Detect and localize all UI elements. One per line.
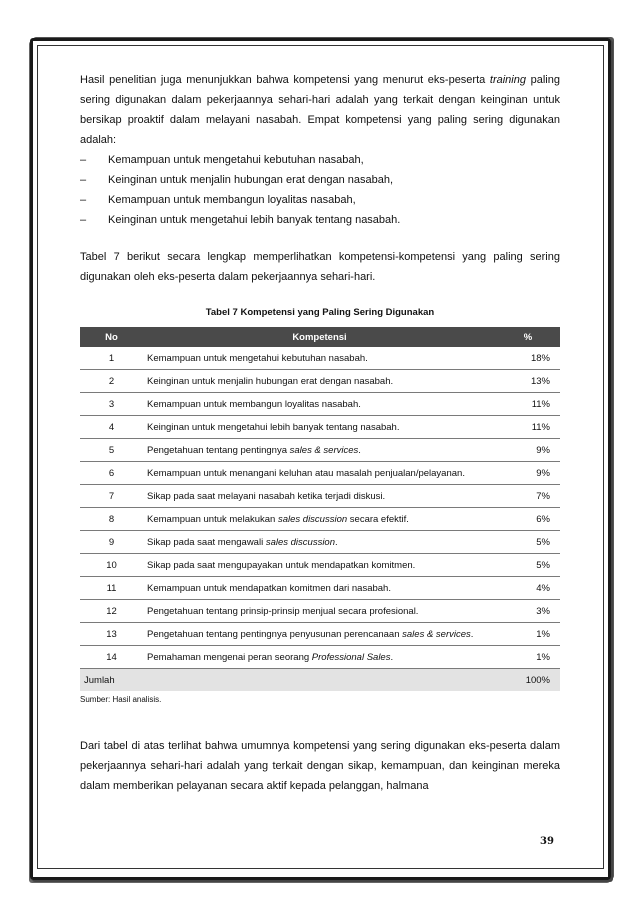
competency-text-italic: sales & services [289, 444, 359, 456]
competency-text-italic: Professional Sales [311, 651, 391, 663]
table-row [80, 577, 560, 600]
row-competency [143, 577, 496, 600]
bullet-item [80, 210, 560, 230]
competency-text-end: . [335, 536, 338, 548]
row-number: 1 [80, 347, 143, 370]
page-content [80, 70, 560, 796]
row-percent: 4% [496, 577, 560, 600]
table-row [80, 508, 560, 531]
row-competency [143, 531, 496, 554]
row-percent: 5% [496, 531, 560, 554]
row-competency [143, 416, 496, 439]
bullet-marker: – [80, 214, 87, 226]
competency-text: Pengetahuan tentang pentingnya [147, 444, 290, 456]
row-number: 10 [80, 554, 143, 577]
row-competency [143, 600, 496, 623]
table-row [80, 485, 560, 508]
competency-text: Pengetahuan tentang pentingnya penyusunan perencanaan [147, 628, 403, 640]
row-competency [143, 646, 496, 669]
intro-text-italic: training [489, 74, 526, 86]
bullet-marker: – [80, 174, 87, 186]
competency-text: Keinginan untuk menjalin hubungan erat dengan nasabah. [147, 375, 394, 387]
row-number: 8 [80, 508, 143, 531]
bullet-marker: – [80, 154, 87, 166]
row-competency [143, 347, 496, 370]
table-row [80, 600, 560, 623]
bullet-text: Kemampuan untuk mengetahui kebutuhan nasabah, [108, 154, 364, 166]
row-competency [143, 393, 496, 416]
intro-text-2: paling sering digunakan dalam pekerjaannya sehari-hari adalah yang terkait dengan keinginan untuk bersikap proaktif dalam melayani nasabah. Empat kompetensi yang paling sering digunakan adalah: [80, 74, 560, 146]
table-row [80, 416, 560, 439]
row-percent: 18% [496, 347, 560, 370]
table-row [80, 393, 560, 416]
competency-text-end: secara efektif. [347, 513, 409, 525]
page-number: 39 [540, 836, 554, 847]
row-percent: 1% [496, 623, 560, 646]
row-percent: 9% [496, 439, 560, 462]
row-competency [143, 508, 496, 531]
table-row [80, 554, 560, 577]
table-row [80, 646, 560, 669]
row-number: 14 [80, 646, 143, 669]
competency-table [80, 327, 560, 691]
row-percent: 5% [496, 554, 560, 577]
total-label: Jumlah [80, 669, 496, 692]
competency-text: Kemampuan untuk menangani keluhan atau masalah penjualan/pelayanan. [147, 467, 465, 479]
header-kompetensi: Kompetensi [143, 327, 496, 347]
bullet-text: Kemampuan untuk membangun loyalitas nasabah, [108, 194, 356, 206]
competency-text-italic: sales discussion [277, 513, 348, 525]
competency-text-italic: sales discussion [265, 536, 335, 548]
row-percent: 7% [496, 485, 560, 508]
table-row [80, 347, 560, 370]
row-percent: 13% [496, 370, 560, 393]
competency-text-end: . [470, 628, 474, 640]
intro-paragraph [80, 70, 560, 150]
row-competency [143, 439, 496, 462]
row-percent: 1% [496, 646, 560, 669]
row-competency [143, 623, 496, 646]
competency-text: Pemahaman mengenai peran seorang [147, 651, 312, 663]
row-competency [143, 485, 496, 508]
bullet-item [80, 150, 560, 170]
table-header-row [80, 327, 560, 347]
table-body [80, 347, 560, 669]
competency-text: Sikap pada saat melayani nasabah ketika terjadi diskusi. [147, 490, 386, 502]
row-percent: 11% [496, 393, 560, 416]
bullet-item [80, 190, 560, 210]
table-intro-paragraph: Tabel 7 berikut secara lengkap memperlihatkan kompetensi-kompetensi yang paling sering digunakan oleh eks-peserta dalam pekerjaannya sehari-hari. [80, 251, 560, 283]
row-percent: 11% [496, 416, 560, 439]
table-row [80, 439, 560, 462]
total-value: 100% [496, 669, 560, 692]
bullet-text: Keinginan untuk menjalin hubungan erat dengan nasabah, [108, 174, 394, 186]
bullet-text: Keinginan untuk mengetahui lebih banyak tentang nasabah. [108, 214, 401, 226]
competency-text: Keinginan untuk mengetahui lebih banyak tentang nasabah. [147, 421, 400, 433]
header-no: No [80, 327, 143, 347]
table-source: Sumber: Hasil analisis. [80, 695, 162, 704]
competency-text: Kemampuan untuk mendapatkan komitmen dari nasabah. [147, 582, 391, 594]
competency-text-italic: sales & services [402, 628, 471, 640]
table-title: Tabel 7 Kompetensi yang Paling Sering Digunakan [205, 307, 435, 318]
intro-text-1: Hasil penelitian juga menunjukkan bahwa kompetensi yang menurut eks-peserta [80, 74, 490, 86]
row-competency [143, 554, 496, 577]
row-competency [143, 462, 496, 485]
competency-text-end: . [358, 444, 361, 456]
conclusion-paragraph: Dari tabel di atas terlihat bahwa umumnya kompetensi yang sering digunakan eks-peserta dalam pekerjaannya sehari-hari adalah yang terkait dengan sikap, kemampuan, dan keinginan mereka dalam memberikan pelayanan secara aktif kepada pelanggan, halmana [80, 740, 560, 792]
row-competency [143, 370, 496, 393]
row-percent: 3% [496, 600, 560, 623]
row-number: 3 [80, 393, 143, 416]
row-number: 11 [80, 577, 143, 600]
row-number: 6 [80, 462, 143, 485]
competency-text: Kemampuan untuk membangun loyalitas nasabah. [147, 398, 361, 410]
table-row [80, 531, 560, 554]
row-number: 7 [80, 485, 143, 508]
competency-text: Kemampuan untuk mengetahui kebutuhan nasabah. [147, 352, 368, 364]
competency-text: Pengetahuan tentang prinsip-prinsip menjual secara profesional. [147, 605, 419, 617]
row-number: 2 [80, 370, 143, 393]
competency-text: Kemampuan untuk melakukan [147, 513, 278, 525]
row-number: 12 [80, 600, 143, 623]
competency-text: Sikap pada saat mengupayakan untuk mendapatkan komitmen. [147, 559, 416, 571]
row-number: 13 [80, 623, 143, 646]
table-row [80, 623, 560, 646]
table-row [80, 370, 560, 393]
table-row [80, 462, 560, 485]
table-total-row [80, 669, 560, 692]
competency-text: Sikap pada saat mengawali [147, 536, 266, 548]
row-number: 4 [80, 416, 143, 439]
header-percent: % [496, 327, 560, 347]
bullet-item [80, 170, 560, 190]
row-number: 9 [80, 531, 143, 554]
row-percent: 6% [496, 508, 560, 531]
competency-text-end: . [390, 651, 394, 663]
bullet-marker: – [80, 194, 87, 206]
row-percent: 9% [496, 462, 560, 485]
row-number: 5 [80, 439, 143, 462]
competency-bullet-list [80, 150, 560, 230]
